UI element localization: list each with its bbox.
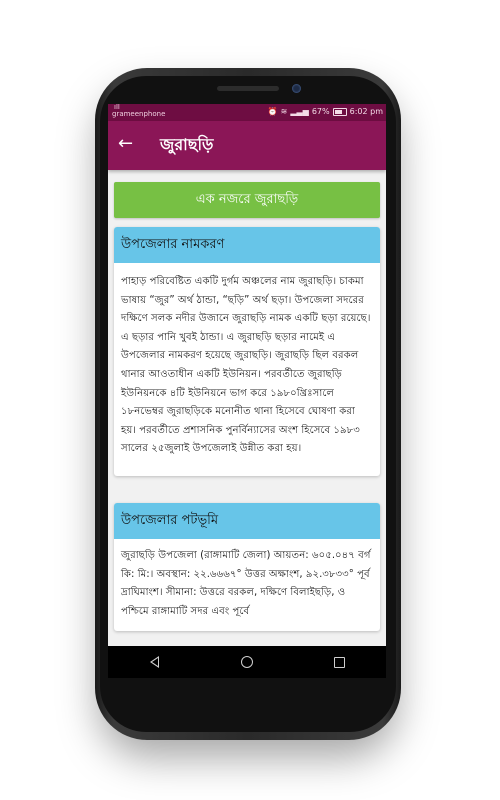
wifi-icon: ≋ — [280, 107, 288, 116]
signal-icon: ▂▃▅ — [290, 107, 309, 116]
battery-icon — [333, 108, 347, 116]
battery-percent: 67% — [311, 107, 330, 116]
naming-card — [114, 227, 380, 476]
signal-mini-icon: ıll — [114, 104, 120, 111]
background-card — [114, 503, 380, 631]
card-body: জুরাছড়ি উপজেলা (রাঙ্গামাটি জেলা) আয়তন: ৬০৫.০৪৭ বর্গ কি: মি:। অবস্থান: ২২.৬৬৬৭° উত্তর অক্ষাংশ, ৯২.৩৮৩৩° পূর্ব দ্রাঘিমাংশ। সীমানা: উত্তরে বরকল, দক্ষিণে বিলাইছড়ি, ও পশ্চিমে রাঙ্গামাটি সদর এবং পূর্বে — [121, 550, 371, 617]
front-camera — [292, 84, 301, 93]
arrow-back-icon[interactable]: ← — [118, 133, 134, 154]
earpiece-speaker — [217, 86, 279, 91]
status-icons — [268, 107, 383, 116]
clock: 6:02 pm — [349, 107, 383, 116]
overview-button[interactable]: এক নজরে জুরাছড়ি — [114, 182, 380, 218]
page-title: জুরাছড়ি — [160, 135, 214, 154]
nav-home-icon[interactable] — [239, 654, 255, 670]
card-body: পাহাড় পরিবেষ্টিত একটি দুর্গম অঞ্চলের নাম জুরাছড়ি। চাকমা ভাষায় “জুর” অর্থ ঠান্ডা, “ছড়ি” অর্থ ছড়া। উপজেলা সদরের দক্ষিণে সলক নদীর উজানে জুরাছড়ি নামক একটি ছড়া রয়েছে। এ ছড়ার পানি খুবই ঠান্ডা। এ জুরাছড়ি ছড়ার নামেই এ উপজেলার নামকরণ হয়েছে জুরাছড়ি। জুরাছড়ি ছিল বরকল থানার আওতাধীন একটি ইউনিয়ন। পরবর্তীতে জুরাছড়ি ইউনিয়নকে ৪টি ইউনিয়নে ভাগ করে ১৯৮০খ্রিঃসালে ১৮নভেম্বর জুরাছড়িকে মনোনীত থানা হিসেবে ঘোষণা করা হয়। পরবর্তীতে প্রশাসনিক পুনর্বিন্যাসের অংশ হিসেবে ১৯৮৩ সালের ২৫জুলাই উপজেলাই উন্নীত করা হয়। — [121, 276, 371, 455]
card-title: উপজেলার নামকরণ — [114, 227, 380, 263]
navigation-bar — [108, 646, 386, 678]
carrier-name: grameenphone — [112, 110, 166, 118]
card-title: উপজেলার পটভূমি — [114, 503, 380, 539]
app-bar — [108, 121, 386, 170]
app-screen — [108, 104, 386, 646]
status-bar — [108, 104, 386, 121]
content-scroll[interactable] — [108, 170, 386, 631]
alarm-icon: ⏰ — [267, 107, 278, 116]
nav-recents-icon[interactable] — [332, 654, 348, 670]
nav-back-icon[interactable] — [146, 654, 162, 670]
